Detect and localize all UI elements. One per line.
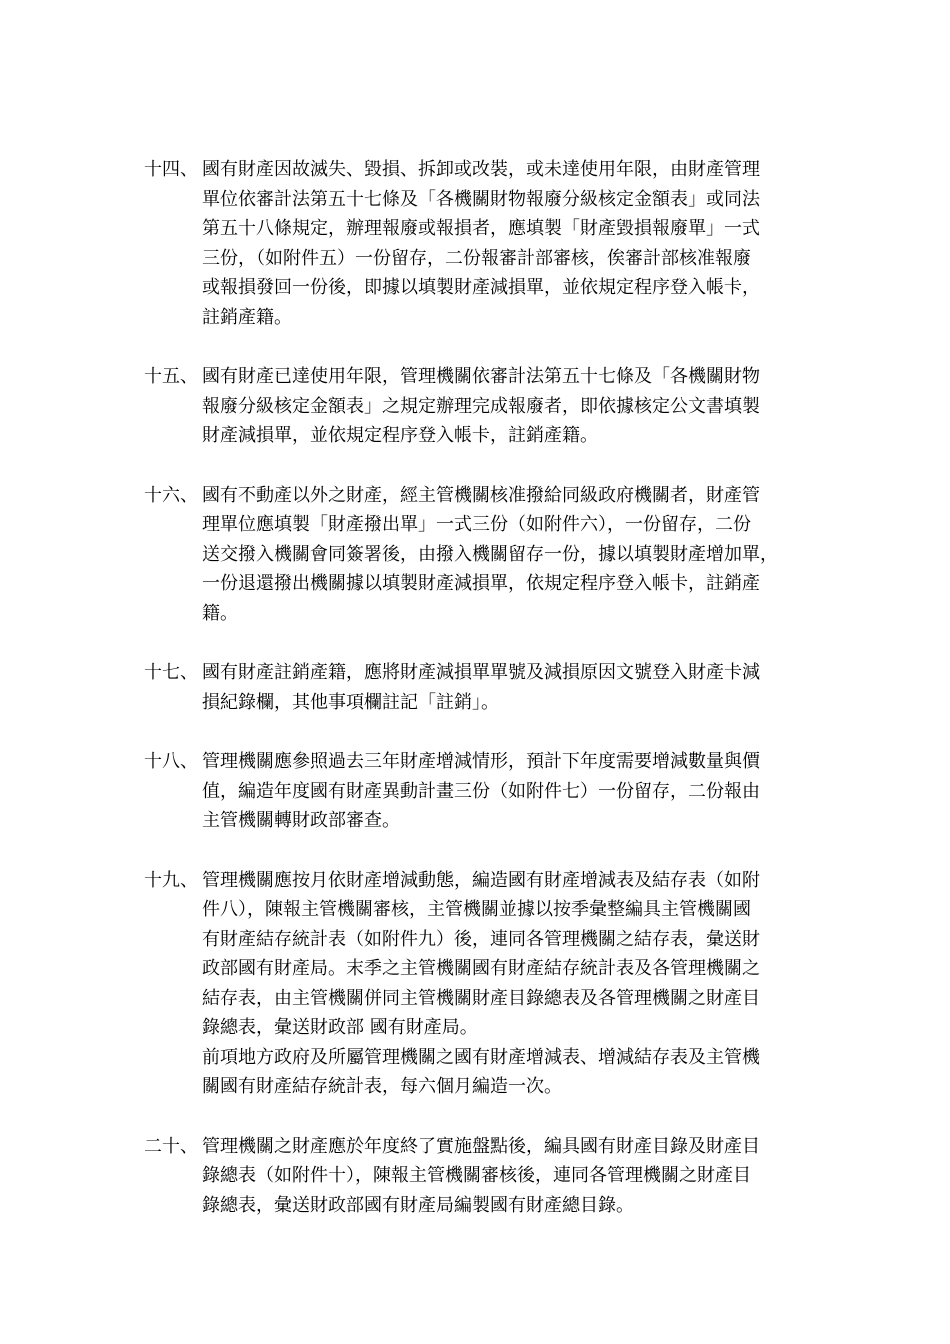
clause-text-line: 註銷產籍。 <box>202 306 292 328</box>
clause-body <box>202 1132 814 1221</box>
clause-body <box>202 658 814 717</box>
clause-text-line: 前項地方政府及所屬管理機關之國有財產增減表、增減結存表及主管機 <box>202 1046 760 1068</box>
clause-text-line: 有財產結存統計表（如附件九）後，連同各管理機關之結存表，彙送財 <box>202 928 760 950</box>
clause-number: 二十、 <box>144 1135 198 1157</box>
clause-text-line: 送交撥入機關會同簽署後，由撥入機關留存一份，據以填製財產增加單， <box>202 543 778 565</box>
clause-item <box>144 658 814 717</box>
clause-body <box>202 362 814 451</box>
clause-text-line: 第五十八條規定，辦理報廢或報損者，應填製「財產毀損報廢單」一式 <box>202 218 760 239</box>
clause-text-line: 國有不動產以外之財產，經主管機關核准撥給同級政府機關者，財產管 <box>202 484 760 506</box>
clause-text-line: 籍。 <box>202 602 238 624</box>
clause-text-line: 管理機關應參照過去三年財產增減情形，預計下年度需要增減數量與價 <box>202 751 760 772</box>
clause-number: 十六、 <box>144 484 198 506</box>
clause-text-line: 錄總表，彙送財政部 國有財產局。 <box>202 1017 478 1038</box>
clause-body <box>202 747 814 836</box>
clause-item <box>144 747 814 836</box>
clause-text-line: 主管機關轉財政部審查。 <box>202 810 400 831</box>
clause-text-line: 結存表，由主管機關併同主管機關財產目錄總表及各管理機關之財產目 <box>202 987 760 1009</box>
clause-text-line: 單位依審計法第五十七條及「各機關財物報廢分級核定金額表」或同法 <box>202 188 760 210</box>
clause-text-line: 財產減損單，並依規定程序登入帳卡，註銷產籍。 <box>202 425 598 446</box>
clause-text-line: 國有財產因故滅失、毀損、拆卸或改裝，或未達使用年限，由財產管理 <box>202 159 760 180</box>
clause-text-line: 政部國有財產局。末季之主管機關國有財產結存統計表及各管理機關之 <box>202 958 760 979</box>
clause-text-line: 關國有財產結存統計表，每六個月編造一次。 <box>202 1076 562 1097</box>
clause-item <box>144 866 814 1102</box>
clause-list <box>144 155 814 1250</box>
clause-body <box>202 866 814 1102</box>
clause-item <box>144 362 814 451</box>
clause-text-line: 管理機關之財產應於年度終了實施盤點後，編具國有財產目錄及財產目 <box>202 1135 760 1157</box>
clause-number: 十八、 <box>144 751 198 772</box>
clause-text-line: 國有財產已達使用年限，管理機關依審計法第五十七條及「各機關財物 <box>202 366 760 387</box>
clause-text-line: 件八），陳報主管機關審核，主管機關並據以按季彙整編具主管機關國 <box>202 899 751 920</box>
clause-text-line: 錄總表（如附件十），陳報主管機關審核後，連同各管理機關之財產目 <box>202 1165 751 1186</box>
clause-text-line: 管理機關應按月依財產增減動態，編造國有財產增減表及結存表（如附 <box>202 869 760 891</box>
clause-text-line: 三份，（如附件五）一份留存，二份報審計部審核，俟審計部核准報廢 <box>202 247 751 269</box>
clause-text-line: 國有財產註銷產籍，應將財產減損單單號及減損原因文號登入財產卡減 <box>202 662 760 683</box>
clause-body <box>202 155 814 332</box>
clause-item <box>144 1132 814 1221</box>
clause-item <box>144 481 814 629</box>
clause-text-line: 報廢分級核定金額表」之規定辦理完成報廢者，即依據核定公文書填製 <box>202 395 760 417</box>
clause-number: 十七、 <box>144 662 198 683</box>
clause-text-line: 一份退還撥出機關據以填製財產減損單，依規定程序登入帳卡，註銷產 <box>202 573 760 594</box>
clause-text-line: 理單位應填製「財產撥出單」一式三份（如附件六），一份留存，二份 <box>202 514 751 535</box>
clause-number: 十五、 <box>144 366 198 387</box>
clause-number: 十四、 <box>144 159 198 180</box>
clause-number: 十九、 <box>144 869 198 891</box>
clause-text-line: 錄總表，彙送財政部國有財產局編製國有財產總目錄。 <box>202 1194 634 1216</box>
clause-text-line: 損紀錄欄，其他事項欄註記「註銷」。 <box>202 691 499 713</box>
clause-text-line: 值，編造年度國有財產異動計畫三份（如附件七）一份留存，二份報由 <box>202 780 760 802</box>
clause-item <box>144 155 814 332</box>
clause-body <box>202 481 814 629</box>
clause-text-line: 或報損發回一份後，即據以填製財產減損單，並依規定程序登入帳卡， <box>202 277 760 298</box>
